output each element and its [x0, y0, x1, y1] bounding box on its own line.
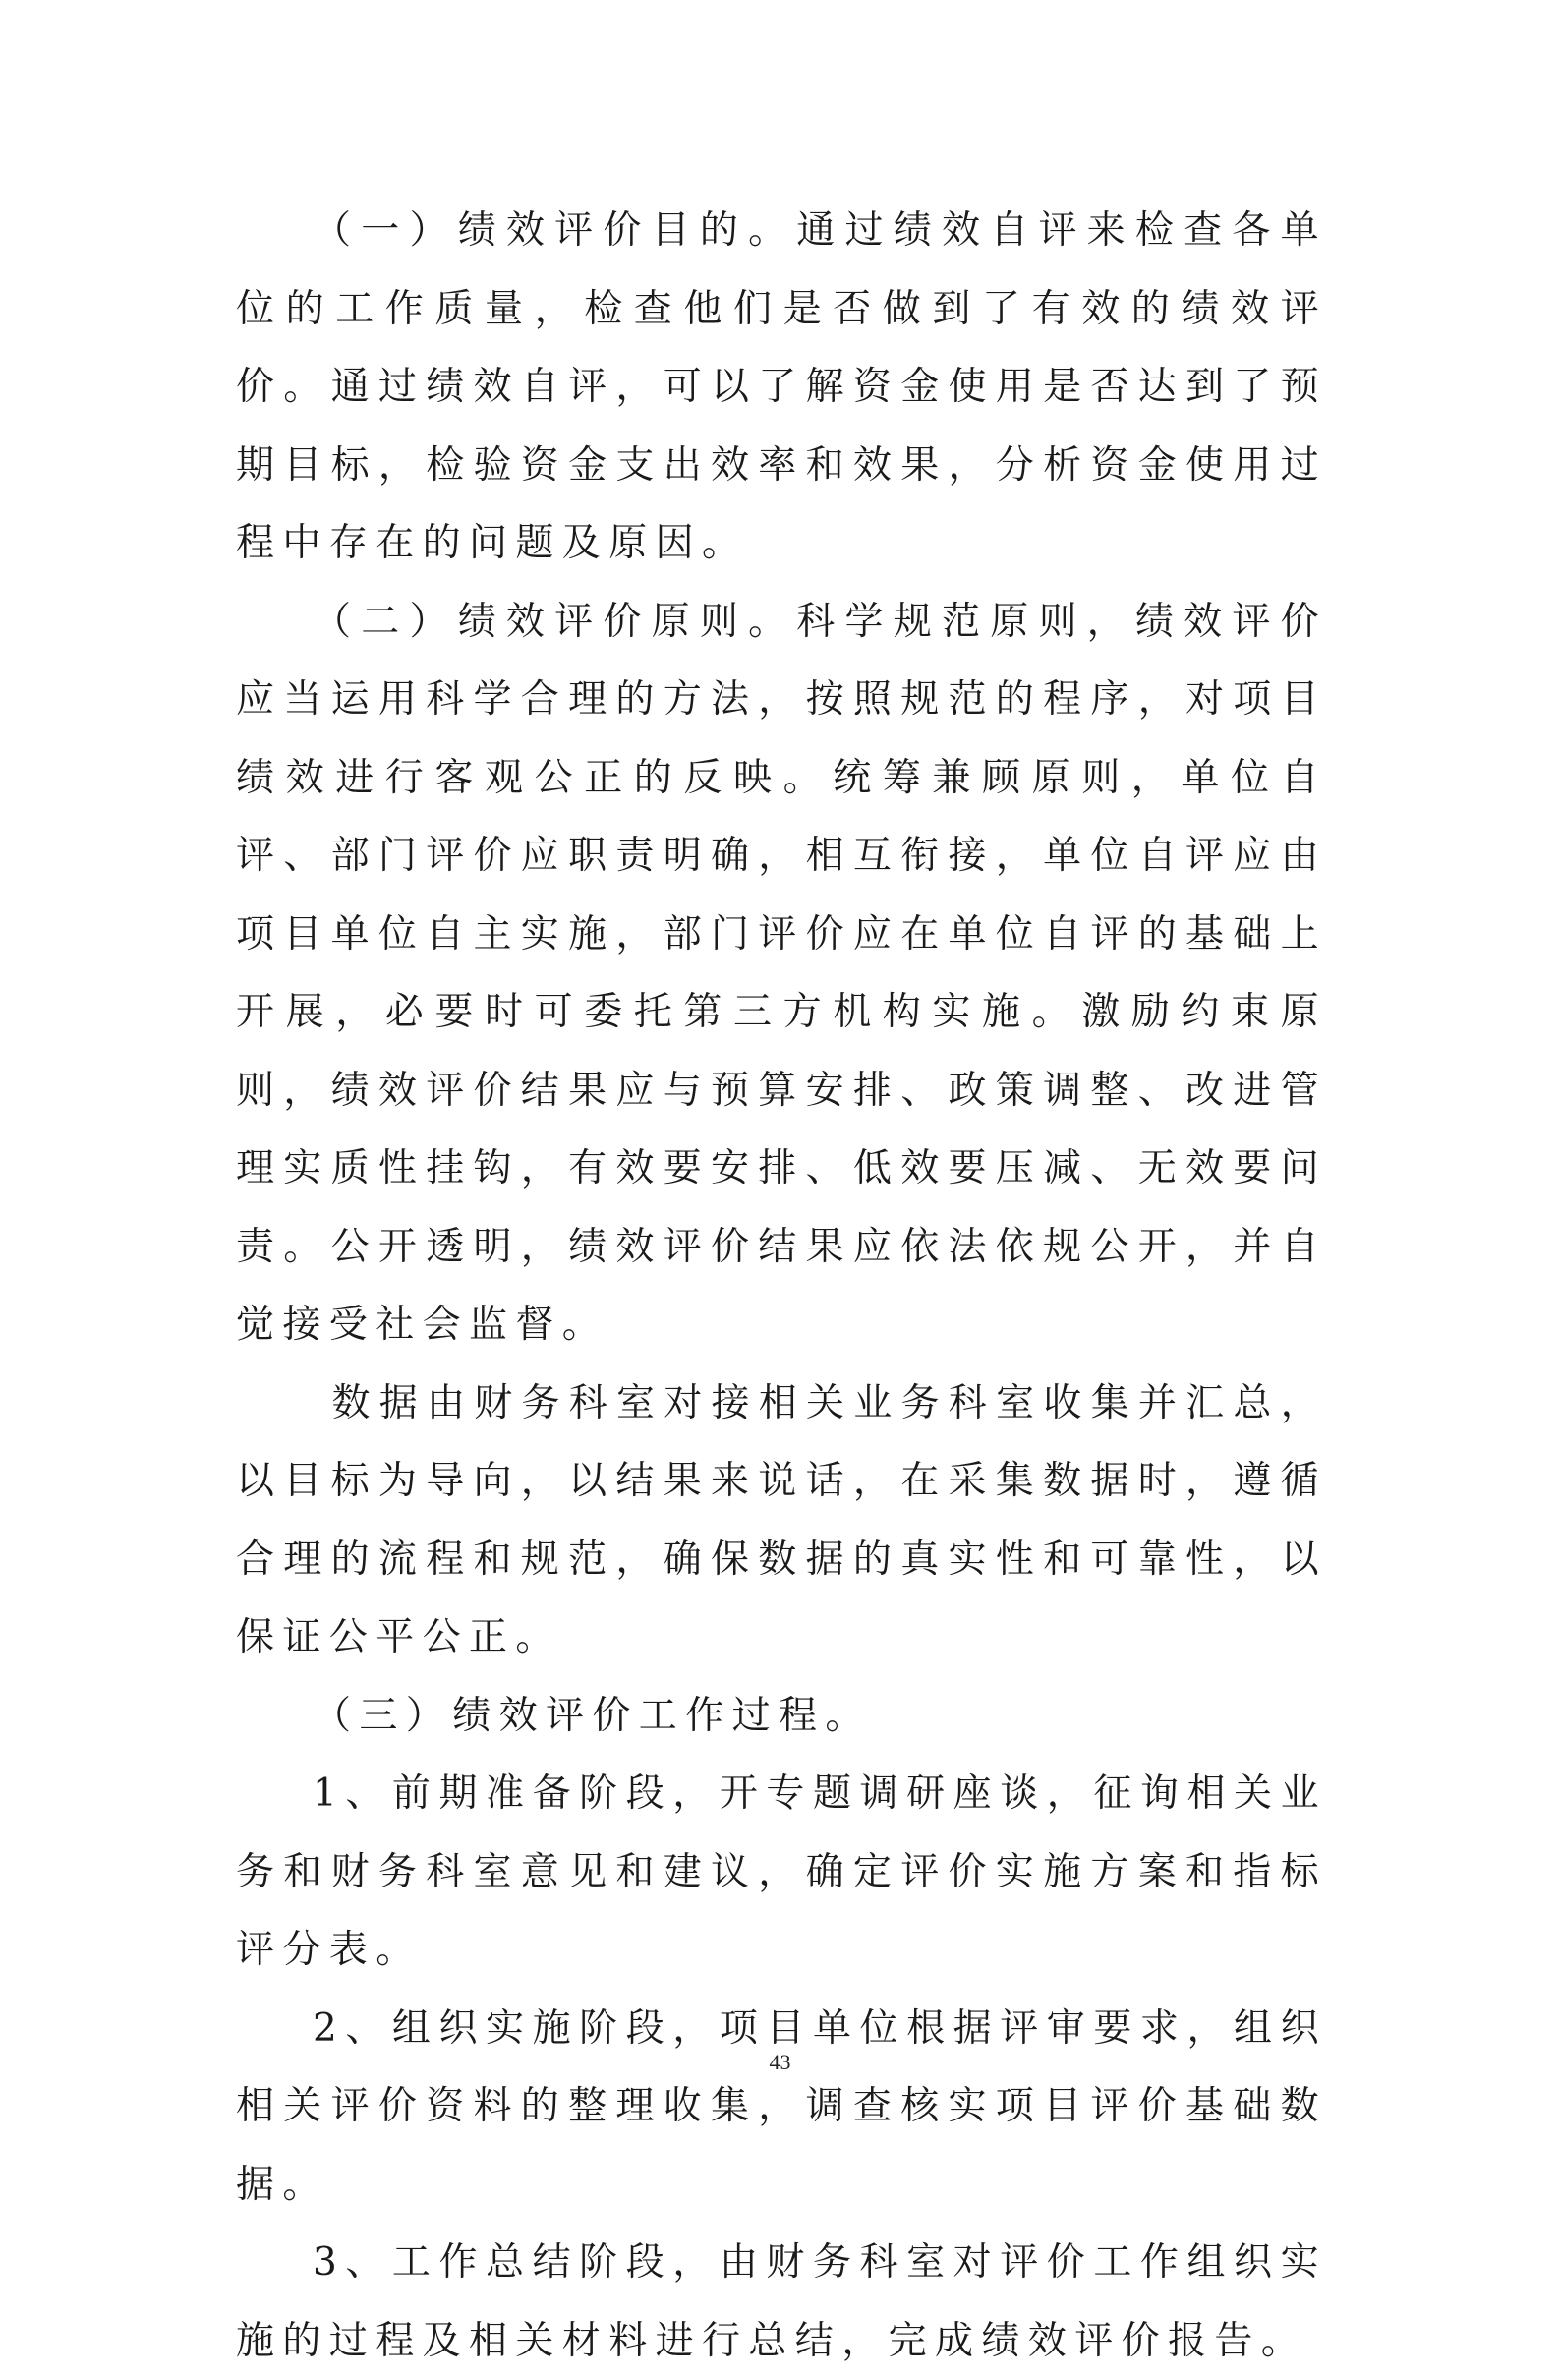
page-number: 43 [769, 2050, 791, 2074]
paragraph-step-3-summary: 3、工作总结阶段，由财务科室对评价工作组织实施的过程及相关材料进行总结，完成绩效评价报告。 [236, 2240, 1327, 2363]
paragraph-evaluation-principles: （二）绩效评价原则。科学规范原则，绩效评价应当运用科学合理的方法，按照规范的程序，对项目绩效进行客观公正的反映。统筹兼顾原则，单位自评、部门评价应职责明确，相互衔接，单位自评应由项目单位自主实施，部门评价应在单位自评的基础上开展，必要时可委托第三方机构实施。激励约束原则，绩效评价结果应与预算安排、政策调整、改进管理实质性挂钩，有效要安排、低效要压减、无效要问责。公开透明，绩效评价结果应依法依规公开，并自觉接受社会监督。 [236, 599, 1327, 1347]
paragraph-evaluation-purpose: （一）绩效评价目的。通过绩效自评来检查各单位的工作质量，检查他们是否做到了有效的绩效评价。通过绩效自评，可以了解资金使用是否达到了预期目标，检验资金支出效率和效果，分析资金使用过程中存在的问题及原因。 [236, 208, 1327, 565]
paragraph-step-2-implementation: 2、组织实施阶段，项目单位根据评审要求，组织相关评价资料的整理收集，调查核实项目评价基础数据。 [236, 2005, 1327, 2207]
paragraph-evaluation-process-heading: （三）绩效评价工作过程。 [313, 1693, 872, 1738]
paragraph-step-1-preparation: 1、前期准备阶段，开专题调研座谈，征询相关业务和财务科室意见和建议，确定评价实施方案和指标评分表。 [236, 1771, 1327, 1972]
paragraph-data-collection: 数据由财务科室对接相关业务科室收集并汇总，以目标为导向，以结果来说话，在采集数据时，遵循合理的流程和规范，确保数据的真实性和可靠性，以保证公平公正。 [236, 1380, 1327, 1659]
